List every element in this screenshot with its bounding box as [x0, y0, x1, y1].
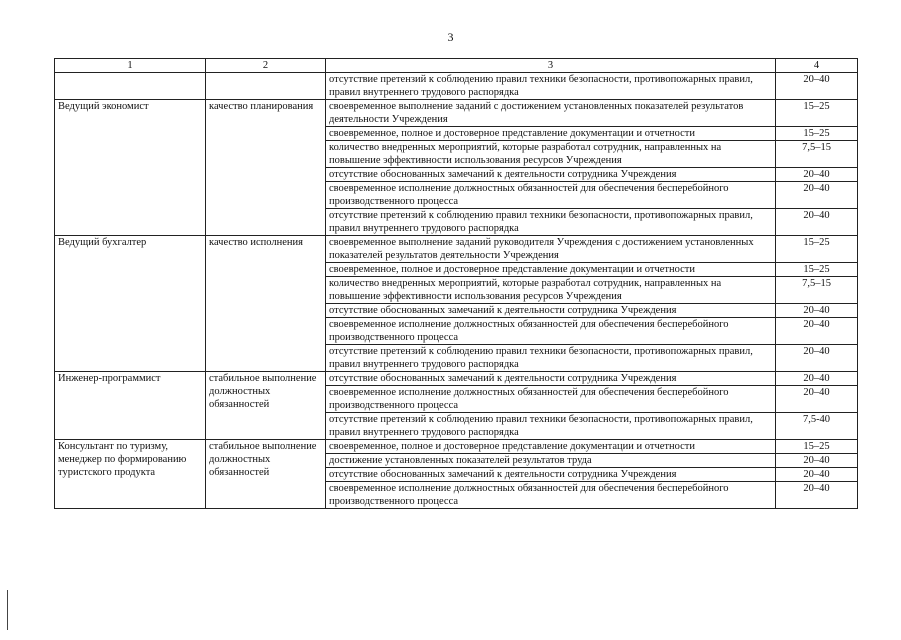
value-cell: 15–25 — [776, 263, 858, 277]
value-cell: 20–40 — [776, 468, 858, 482]
value-cell: 20–40 — [776, 454, 858, 468]
position-cell: Ведущий бухгалтер — [55, 236, 206, 372]
indicator-cell: отсутствие обоснованных замечаний к деятельности сотрудника Учреждения — [326, 468, 776, 482]
criterion-cell: стабильное выполнение должностных обязанностей — [206, 372, 326, 440]
indicator-cell: своевременное исполнение должностных обязанностей для обеспечения бесперебойного производственного процесса — [326, 318, 776, 345]
header-row — [55, 59, 858, 73]
column-header: 3 — [326, 59, 776, 73]
indicator-cell: своевременное, полное и достоверное представление документации и отчетности — [326, 263, 776, 277]
criterion-cell: качество планирования — [206, 100, 326, 236]
table-row — [55, 440, 858, 454]
table-row — [55, 100, 858, 127]
value-cell: 7,5–15 — [776, 277, 858, 304]
position-cell: Ведущий экономист — [55, 100, 206, 236]
position-cell: Консультант по туризму, менеджер по формированию туристского продукта — [55, 440, 206, 509]
position-cell: Инженер-программист — [55, 372, 206, 440]
value-cell: 20–40 — [776, 73, 858, 100]
indicator-cell: достижение установленных показателей результатов труда — [326, 454, 776, 468]
indicator-cell: отсутствие обоснованных замечаний к деятельности сотрудника Учреждения — [326, 168, 776, 182]
criterion-cell: качество исполнения — [206, 236, 326, 372]
value-cell: 15–25 — [776, 440, 858, 454]
value-cell: 20–40 — [776, 304, 858, 318]
indicator-cell: своевременное выполнение заданий руководителя Учреждения с достижением установленных показателей результатов деятельности Учреждения — [326, 236, 776, 263]
value-cell: 20–40 — [776, 168, 858, 182]
column-header: 1 — [55, 59, 206, 73]
indicator-cell: количество внедренных мероприятий, которые разработал сотрудник, направленных на повышение эффективности использования ресурсов Учреждения — [326, 141, 776, 168]
value-cell: 15–25 — [776, 127, 858, 141]
criterion-cell: стабильное выполнение должностных обязанностей — [206, 440, 326, 509]
indicator-cell: отсутствие обоснованных замечаний к деятельности сотрудника Учреждения — [326, 372, 776, 386]
table-row — [55, 73, 858, 100]
indicator-cell: своевременное выполнение заданий с достижением установленных показателей результатов деятельности Учреждения — [326, 100, 776, 127]
table-row — [55, 372, 858, 386]
value-cell: 20–40 — [776, 372, 858, 386]
value-cell: 7,5-40 — [776, 413, 858, 440]
column-header: 2 — [206, 59, 326, 73]
indicator-cell: количество внедренных мероприятий, которые разработал сотрудник, направленных на повышение эффективности использования ресурсов Учреждения — [326, 277, 776, 304]
criteria-table — [54, 58, 858, 509]
indicator-cell: отсутствие обоснованных замечаний к деятельности сотрудника Учреждения — [326, 304, 776, 318]
value-cell: 20–40 — [776, 482, 858, 509]
position-cell — [55, 73, 206, 100]
indicator-cell: своевременное, полное и достоверное представление документации и отчетности — [326, 127, 776, 141]
indicator-cell: отсутствие претензий к соблюдению правил техники безопасности, противопожарных правил, правил внутреннего трудового распорядка — [326, 73, 776, 100]
value-cell: 20–40 — [776, 182, 858, 209]
value-cell: 15–25 — [776, 236, 858, 263]
table-row — [55, 236, 858, 263]
indicator-cell: своевременное исполнение должностных обязанностей для обеспечения бесперебойного производственного процесса — [326, 482, 776, 509]
value-cell: 20–40 — [776, 386, 858, 413]
indicator-cell: отсутствие претензий к соблюдению правил техники безопасности, противопожарных правил, правил внутреннего трудового распорядка — [326, 345, 776, 372]
column-header: 4 — [776, 59, 858, 73]
value-cell: 20–40 — [776, 345, 858, 372]
indicator-cell: своевременное исполнение должностных обязанностей для обеспечения бесперебойного производственного процесса — [326, 386, 776, 413]
table-body — [55, 73, 858, 509]
value-cell: 7,5–15 — [776, 141, 858, 168]
value-cell: 20–40 — [776, 318, 858, 345]
value-cell: 20–40 — [776, 209, 858, 236]
value-cell: 15–25 — [776, 100, 858, 127]
indicator-cell: своевременное исполнение должностных обязанностей для обеспечения бесперебойного производственного процесса — [326, 182, 776, 209]
criterion-cell — [206, 73, 326, 100]
indicator-cell: отсутствие претензий к соблюдению правил техники безопасности, противопожарных правил, правил внутреннего трудового распорядка — [326, 413, 776, 440]
indicator-cell: отсутствие претензий к соблюдению правил техники безопасности, противопожарных правил, правил внутреннего трудового распорядка — [326, 209, 776, 236]
indicator-cell: своевременное, полное и достоверное представление документации и отчетности — [326, 440, 776, 454]
page-number: 3 — [447, 30, 454, 44]
margin-mark — [7, 590, 8, 630]
